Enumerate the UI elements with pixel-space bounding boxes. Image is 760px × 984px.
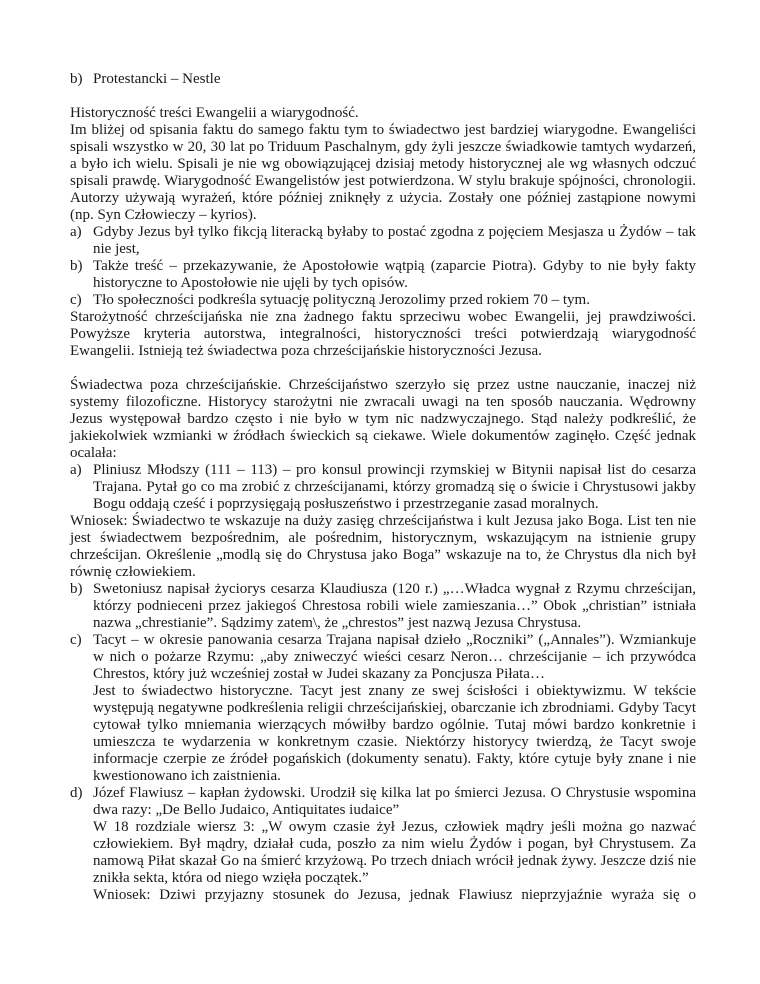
text-line: Chrestos, który już wcześniej został w Judei skazany za Poncjusza Piłata… bbox=[93, 666, 545, 682]
paragraph-spacer bbox=[70, 88, 696, 105]
paragraph bbox=[70, 513, 696, 581]
text-line: Także treść – przekazywanie, że Apostołowie wątpią (zaparcie Piotra). Gdyby to nie były fakty bbox=[93, 258, 696, 274]
text-line: człowiekiem. Był mądry, działał cuda, poszło za nim wielu Żydów i pogan, był Chrystusem. Za bbox=[93, 836, 696, 852]
text-line: nazwa „chrestianie”. Sądzimy zatem\, że „chrestos” jest nazwą Jezusa Chrystusa. bbox=[93, 615, 582, 631]
text-line: Jezus występował bardzo często i nie było w tym nic nadzwyczajnego. Stąd należy podkreślić, że bbox=[70, 411, 696, 427]
list-item bbox=[70, 462, 696, 513]
paragraph-spacer bbox=[70, 360, 696, 377]
list-marker: b) bbox=[70, 581, 83, 597]
text-line: chrześcijan. Określenie „modlą się do Chrystusa jako Boga” wskazuje na to, że Chrystus dla nich był bbox=[70, 547, 696, 563]
text-line: historyczne to Apostołowie nie ujęli by tych opisów. bbox=[93, 275, 408, 291]
text-line: kwestionowano ich zaistnienia. bbox=[93, 768, 281, 784]
list-item bbox=[70, 632, 696, 683]
list-marker: d) bbox=[70, 785, 83, 801]
text-line: Starożytność chrześcijańska nie zna żadnego faktu sprzeciwu wobec Ewangelii, jej prawdziwości. bbox=[70, 309, 696, 325]
text-line: jest świadectwem bezpośrednim, ale pośrednim, historycznym, wskazującym na istnienie grupy bbox=[70, 530, 696, 546]
text-line: Tacyt – w okresie panowania cesarza Trajana napisał dzieło „Roczniki” („Annales”). Wzmiankuje bbox=[93, 632, 696, 648]
text-line: informacje czerpie ze źródeł pogańskich (dokumenty senatu). Fakty, które cytuje były znane i nie bbox=[93, 751, 696, 767]
list-marker: c) bbox=[70, 292, 82, 308]
text-line: systemy filozoficzne. Historycy starożytni nie zwracali uwagi na ten sposób nauczania. Wędrowny bbox=[70, 394, 696, 410]
text-line: Pliniusz Młodszy (111 – 113) – pro konsul prowincji rzymskiej w Bitynii napisał list do cesarza bbox=[93, 462, 696, 478]
text-line: Swetoniusz napisał życiorys cesarza Klaudiusza (120 r.) „…Władca wygnał z Rzymu chrześcijan, bbox=[93, 581, 696, 597]
text-line: Trajana. Pytał go co ma zrobić z chrześcijanami, którzy gromadzą się o świcie i Chrystusowi jakby bbox=[93, 479, 696, 495]
text-line: Józef Flawiusz – kapłan żydowski. Urodził się kilka lat po śmierci Jezusa. O Chrystusie wspomina bbox=[93, 785, 696, 801]
paragraph bbox=[70, 122, 696, 224]
text-line: Historyczność treści Ewangelii a wiarygodność. bbox=[70, 105, 359, 121]
text-line: występują negatywne podkreślenia religii chrześcijańskiej, obarczanie ich zbrodniami. Gdyby Tacyt bbox=[93, 700, 696, 716]
text-line: którzy podnieceni przez jakiegoś Chrestosa robili wiele zamieszania…” Obok „christian” istniała bbox=[93, 598, 696, 614]
text-line: dwa razy: „De Bello Judaico, Antiquitates iudaice” bbox=[93, 802, 400, 818]
paragraph bbox=[70, 887, 696, 904]
text-line: Bogu oddają cześć i poprzysięgają posłuszeństwo i przestrzeganie zasad moralnych. bbox=[93, 496, 599, 512]
text-line: Powyższe kryteria autorstwa, integralności, historyczności treści potwierdzają wiarygodność bbox=[70, 326, 696, 342]
paragraph bbox=[70, 683, 696, 785]
list-marker: a) bbox=[70, 462, 82, 478]
list-marker: c) bbox=[70, 632, 82, 648]
text-line: W 18 rozdziale wiersz 3: „W owym czasie żył Jezus, człowiek mądry jeśli można go nazwać bbox=[93, 819, 696, 835]
paragraph bbox=[70, 377, 696, 462]
paragraph bbox=[70, 309, 696, 360]
text-line: Ewangelii. Istnieją też świadectwa poza chrześcijańskie historyczności Jezusa. bbox=[70, 343, 542, 359]
text-line: Wniosek: Świadectwo te wskazuje na duży zasięg chrześcijaństwa i kult Jezusa jako Boga. List ten nie bbox=[70, 513, 696, 529]
text-line: Wniosek: Dziwi przyjazny stosunek do Jezusa, jednak Flawiusz nieprzyjaźnie wyraża się o bbox=[93, 887, 696, 903]
text-line: równię człowiekiem. bbox=[70, 564, 196, 580]
list-item bbox=[70, 258, 696, 292]
text-line: Świadectwa poza chrześcijańskie. Chrześcijaństwo szerzyło się przez ustne nauczanie, inaczej niż bbox=[70, 377, 696, 393]
text-line: Im bliżej od spisania faktu do samego faktu tym to świadectwo jest bardziej wiarygodne. Ewangeliści bbox=[70, 122, 696, 138]
text-line: nie jest, bbox=[93, 241, 140, 257]
text-line: ocalała: bbox=[70, 445, 117, 461]
list-item bbox=[70, 292, 696, 309]
list-marker: a) bbox=[70, 224, 82, 240]
text-line: (np. Syn Człowieczy – kyrios). bbox=[70, 207, 257, 223]
text-line: cytował tylko mniemania wierzących mówiłby bardzo ogólnie. Tutaj mówi bardzo konkretnie i bbox=[93, 717, 696, 733]
text-line: spisali wszystko w 20, 30 lat po Triduum Paschalnym, gdy żyli jeszcze świadkowie tamtych wydarzeń, bbox=[70, 139, 696, 155]
paragraph bbox=[70, 105, 696, 122]
list-item bbox=[70, 224, 696, 258]
list-item bbox=[70, 785, 696, 819]
text-line: znikła sekta, która od niego wzięła początek.” bbox=[93, 870, 369, 886]
text-line: Protestancki – Nestle bbox=[93, 71, 221, 87]
text-line: jakiekolwiek wzmianki w źródłach świeckich są ciekawe. Wiele dokumentów zaginęło. Część jednak bbox=[70, 428, 696, 444]
text-line: w nich o pożarze Rzymu: „aby zniweczyć wieści cesarz Neron… chrześcijanie – ich przywódca bbox=[93, 649, 696, 665]
text-line: a było ich wielu. Spisali je nie wg obowiązującej dzisiaj metody historycznej ale wg własnych odczuć bbox=[70, 156, 696, 172]
text-line: namową Piłat skazał Go na śmierć krzyżową. Po trzech dniach wrócił jednak żywy. Jeszcze dziś nie bbox=[93, 853, 696, 869]
text-line: umieszcza te wydarzenia w konkretnym czasie. Niektórzy historycy twierdzą, że Tacyt swoje bbox=[93, 734, 696, 750]
list-marker: b) bbox=[70, 258, 83, 274]
document-page bbox=[70, 71, 696, 904]
paragraph bbox=[70, 819, 696, 887]
list-marker: b) bbox=[70, 71, 83, 87]
list-item bbox=[70, 581, 696, 632]
text-line: Tło społeczności podkreśla sytuację polityczną Jerozolimy przed rokiem 70 – tym. bbox=[93, 292, 590, 308]
text-line: Jest to świadectwo historyczne. Tacyt jest znany ze swej ścisłości i obiektywizmu. W tekście bbox=[93, 683, 696, 699]
text-line: spisali prawdę. Wiarygodność Ewangelistów jest potwierdzona. W stylu brakuje spójności, chronologii. bbox=[70, 173, 696, 189]
list-item bbox=[70, 71, 696, 88]
text-line: Autorzy używają wyrażeń, które później zniknęły z użycia. Zostały one później zastąpione nowymi bbox=[70, 190, 696, 206]
text-line: Gdyby Jezus był tylko fikcją literacką byłaby to postać zgodna z pojęciem Mesjasza u Żydów – tak bbox=[93, 224, 696, 240]
